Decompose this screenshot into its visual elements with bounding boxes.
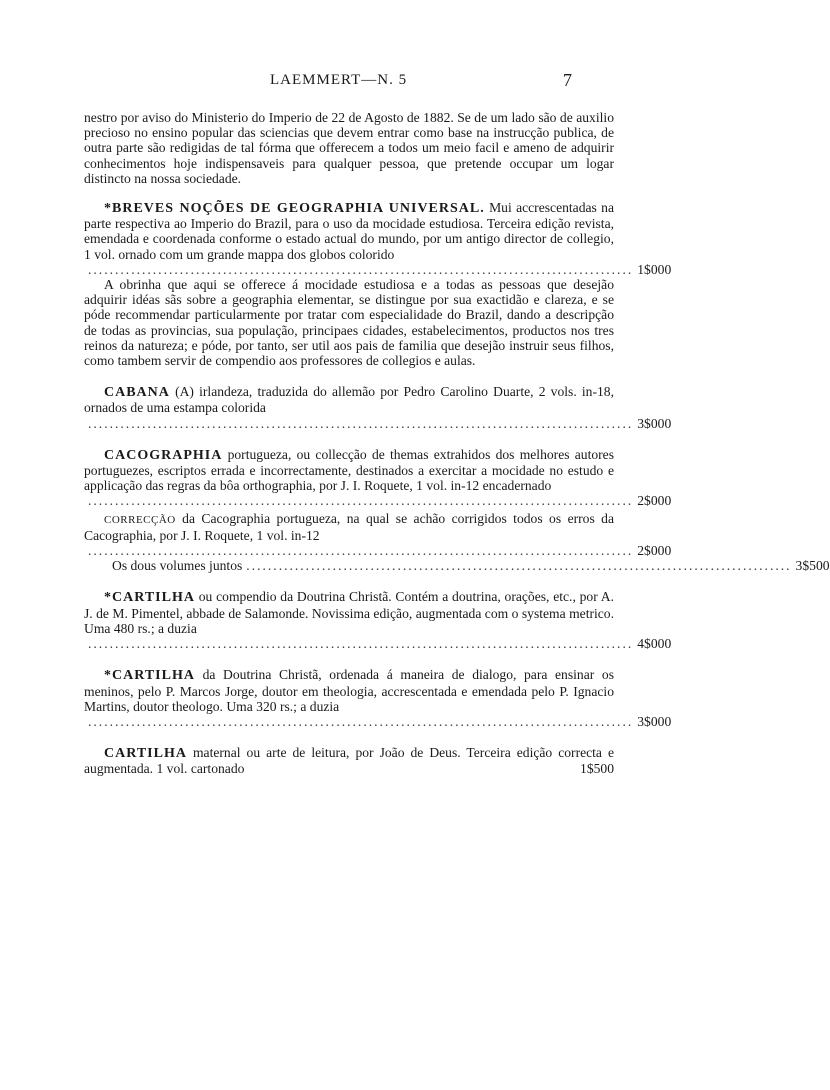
entry-body: portugueza, ou collecção de themas extrahidos dos melhores autores portuguezes, escriptos errada e incorrectamente, destinados a exercitar a mocidade no estudo e applicação das regras da bôa orthographia, por J. I. Roquete, 1 vol. in-12 encadernado	[84, 446, 614, 494]
page-body	[84, 110, 830, 793]
entry-title: CARTILHA	[104, 746, 187, 762]
catalog-entry-cartilha-jorge	[84, 667, 672, 729]
entry-note: A obrinha que aqui se offerece á mocidade estudiosa e a todas as pessoas que desejão adquirir idéas sãs sobre a geographia elementar, se distingue por sua exactidão e clareza, e se póde recommendar particularmente por tratar com especialidade do Brazil, dando a descripção de todas as provincias, sua população, principaes cidades, estabelecimentos, productos nos tres reinos da natureza; e póde, por tanto, ser util aos pais de familia que desejão instruir seus filhos, como tambem servir de compendio aos professores de collegios e aulas.	[84, 277, 614, 369]
catalog-entry-cacographia	[84, 446, 830, 574]
entry-body: ou compendio da Doutrina Christã. Contém a doutrina, orações, etc., por A. J. de M. Pimentel, abbade de Salamonde. Novissima edição, augmentada com o systema metrico. Uma 480 rs.; a duzia	[84, 589, 614, 636]
entry-price: 3$000	[637, 713, 672, 729]
entry-price: 1$500	[580, 761, 614, 777]
catalog-entry-cabana	[84, 384, 672, 431]
dot-leader: .....................................................................................................	[88, 261, 634, 277]
entry-title: *CARTILHA	[104, 590, 195, 606]
page-header	[0, 72, 661, 96]
dot-leader: .....................................................................................................	[88, 543, 634, 559]
dot-leader: .....................................................................................................	[88, 415, 634, 431]
entry-price: 2$000	[637, 493, 672, 509]
entry-sub-body: da Cacographia portugueza, na qual se achão corrigidos todos os erros da Cacographia, por J. I. Roquete, 1 vol. in-12	[84, 510, 614, 543]
entry-price: 4$000	[637, 636, 672, 652]
catalog-entry-cartilha-pimentel	[84, 589, 672, 652]
running-title: LAEMMERT—N. 5	[270, 72, 408, 88]
entry-sub-price: 2$000	[637, 543, 672, 559]
catalog-entry-geographia	[84, 200, 672, 369]
dot-leader: .....................................................................................................	[88, 493, 634, 509]
intro-paragraph: nestro por aviso do Ministerio do Imperio de 22 de Agosto de 1882. Se de um lado são de auxilio precioso no ensino popular das sciencias que devem entrar como base na instrucção publica, de outra parte são redigidas de tal fórma que offerecem a todos um meio facil e ameno de adquirir conhecimentos hoje indispensaveis para qualquer pessoa, que pretende occupar um logar distincto na nossa sociedade.	[84, 110, 614, 186]
entry-body: da Doutrina Christã, ordenada á maneira de dialogo, para ensinar os meninos, pelo P. Marcos Jorge, doutor em theologia, accrescentada e emendada pelo P. Ignacio Martins, doutor theologo. Uma 320 rs.; a duzia	[84, 667, 614, 714]
entry-price: 1$000	[637, 261, 672, 277]
page-number: 7	[563, 70, 573, 90]
catalog-entry-cartilha-maternal	[84, 745, 614, 776]
entry-title: CABANA	[104, 385, 170, 401]
entry-body: (A) irlandeza, traduzida do allemão por Pedro Carolino Duarte, 2 vols. in-18, ornados de uma estampa colorida	[84, 384, 615, 416]
entry-title: *CARTILHA	[104, 668, 195, 684]
entry-body: Mui accrescentadas na parte respectiva ao Imperio do Brazil, para o uso da mocidade estudiosa. Terceira edição revista, emendada e coordenada conforme o estado actual do mundo, por um antigo director de collegio, 1 vol. ornado com um grande mappa dos globos colorido	[84, 200, 614, 262]
entry-price: 3$000	[637, 415, 672, 431]
entry-body: maternal ou arte de leitura, por João de Deus. Terceira edição correcta e augmentada. 1 vol. cartonado	[84, 745, 615, 777]
entry-title: CACOGRAPHIA	[104, 447, 223, 463]
dot-leader: .....................................................................................................	[88, 713, 634, 729]
entry-title: *BREVES NOÇÕES DE GEOGRAPHIA UNIVERSAL.	[104, 201, 485, 217]
dot-leader: .....................................................................................................	[246, 558, 792, 574]
dot-leader: .....................................................................................................	[88, 636, 634, 652]
entry-subtitle: CORRECÇÃO	[104, 513, 176, 526]
entry-total-price: 3$500	[795, 558, 830, 574]
entry-total-label: Os dous volumes juntos	[112, 558, 243, 574]
